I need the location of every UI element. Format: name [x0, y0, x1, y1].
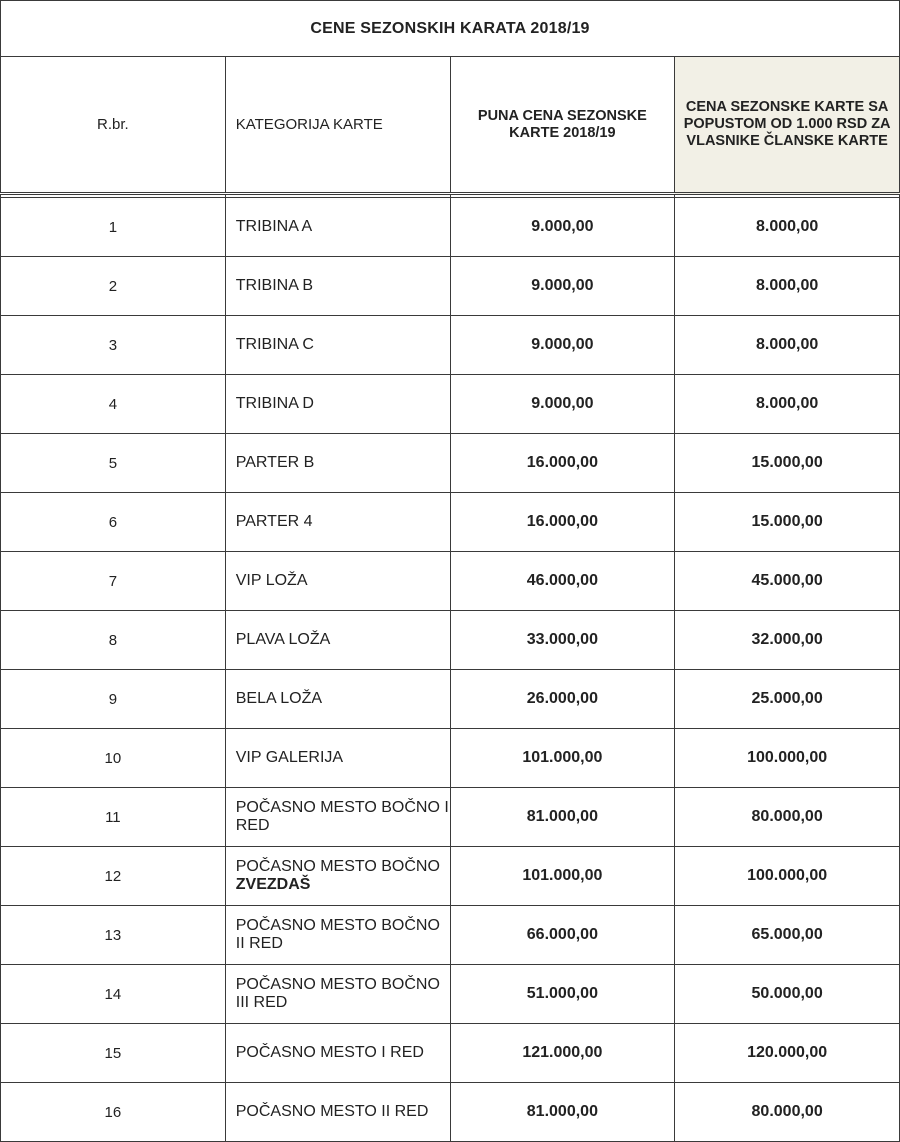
row-discount-price: 8.000,00 [675, 198, 900, 257]
row-full-price: 16.000,00 [450, 493, 675, 552]
row-discount-price: 65.000,00 [675, 906, 900, 965]
row-full-price: 9.000,00 [450, 257, 675, 316]
row-category [225, 670, 450, 729]
row-discount-price: 8.000,00 [675, 316, 900, 375]
row-discount-price: 80.000,00 [675, 788, 900, 847]
row-category [225, 257, 450, 316]
row-number: 7 [1, 552, 226, 611]
category-label: TRIBINA D [235, 395, 314, 412]
table-row [1, 316, 900, 375]
row-discount-price: 25.000,00 [675, 670, 900, 729]
header-full-price: PUNA CENA SEZONSKE KARTE 2018/19 [450, 57, 675, 194]
table-row [1, 493, 900, 552]
row-full-price: 81.000,00 [450, 788, 675, 847]
table-row [1, 257, 900, 316]
row-category [225, 552, 450, 611]
row-number: 6 [1, 493, 226, 552]
row-category [225, 1083, 450, 1142]
table-row [1, 906, 900, 965]
row-number: 2 [1, 257, 226, 316]
row-category [225, 847, 450, 906]
table-row [1, 1024, 900, 1083]
row-category [225, 729, 450, 788]
row-full-price: 101.000,00 [450, 729, 675, 788]
row-category [225, 906, 450, 965]
table-row [1, 729, 900, 788]
header-discount-price: CENA SEZONSKE KARTE SA POPUSTOM OD 1.000 RSD ZA VLASNIKE ČLANSKE KARTE [675, 57, 900, 194]
category-label: POČASNO MESTO II RED [235, 1103, 429, 1120]
row-discount-price: 80.000,00 [675, 1083, 900, 1142]
category-label: POČASNO MESTO BOČNO III RED [235, 976, 440, 1011]
row-category [225, 434, 450, 493]
row-discount-price: 100.000,00 [675, 847, 900, 906]
category-label: PARTER 4 [235, 513, 313, 530]
row-number: 15 [1, 1024, 226, 1083]
row-category [225, 316, 450, 375]
row-discount-price: 8.000,00 [675, 257, 900, 316]
row-full-price: 51.000,00 [450, 965, 675, 1024]
category-label: PLAVA LOŽA [235, 631, 331, 648]
row-discount-price: 45.000,00 [675, 552, 900, 611]
row-category [225, 611, 450, 670]
table-title: CENE SEZONSKIH KARATA 2018/19 [1, 1, 900, 57]
row-full-price: 66.000,00 [450, 906, 675, 965]
row-discount-price: 100.000,00 [675, 729, 900, 788]
category-label: POČASNO MESTO I RED [235, 1044, 424, 1061]
table-row [1, 198, 900, 257]
row-full-price: 81.000,00 [450, 1083, 675, 1142]
category-label: BELA LOŽA [235, 690, 323, 707]
row-full-price: 46.000,00 [450, 552, 675, 611]
row-full-price: 101.000,00 [450, 847, 675, 906]
table-row [1, 375, 900, 434]
row-number: 10 [1, 729, 226, 788]
table-row [1, 552, 900, 611]
row-number: 4 [1, 375, 226, 434]
category-label: POČASNO MESTO BOČNO [235, 858, 440, 875]
row-category [225, 198, 450, 257]
category-bold-label: ZVEZDAŠ [235, 876, 311, 893]
category-label: POČASNO MESTO BOČNO II RED [235, 917, 440, 952]
table-row [1, 670, 900, 729]
table-row [1, 611, 900, 670]
title-row [1, 1, 900, 57]
table-row [1, 434, 900, 493]
category-label: VIP LOŽA [235, 572, 308, 589]
row-full-price: 9.000,00 [450, 198, 675, 257]
row-number: 9 [1, 670, 226, 729]
row-number: 3 [1, 316, 226, 375]
row-category [225, 375, 450, 434]
row-discount-price: 120.000,00 [675, 1024, 900, 1083]
category-label: TRIBINA B [235, 277, 314, 294]
row-full-price: 16.000,00 [450, 434, 675, 493]
category-label: POČASNO MESTO BOČNO I RED [235, 799, 449, 834]
row-full-price: 9.000,00 [450, 316, 675, 375]
table-row [1, 1083, 900, 1142]
row-discount-price: 8.000,00 [675, 375, 900, 434]
row-number: 16 [1, 1083, 226, 1142]
category-label: TRIBINA C [235, 336, 314, 353]
row-category [225, 965, 450, 1024]
row-full-price: 26.000,00 [450, 670, 675, 729]
row-full-price: 9.000,00 [450, 375, 675, 434]
row-discount-price: 50.000,00 [675, 965, 900, 1024]
row-number: 12 [1, 847, 226, 906]
row-number: 5 [1, 434, 226, 493]
row-discount-price: 15.000,00 [675, 434, 900, 493]
row-category [225, 493, 450, 552]
header-row [1, 57, 900, 194]
row-number: 8 [1, 611, 226, 670]
row-category [225, 788, 450, 847]
row-full-price: 33.000,00 [450, 611, 675, 670]
row-discount-price: 15.000,00 [675, 493, 900, 552]
header-number: R.br. [1, 57, 226, 194]
table-row [1, 788, 900, 847]
row-number: 14 [1, 965, 226, 1024]
header-category: KATEGORIJA KARTE [225, 57, 450, 194]
row-number: 1 [1, 198, 226, 257]
category-label: TRIBINA A [235, 218, 313, 235]
row-number: 11 [1, 788, 226, 847]
row-category [225, 1024, 450, 1083]
table-row [1, 847, 900, 906]
row-number: 13 [1, 906, 226, 965]
row-discount-price: 32.000,00 [675, 611, 900, 670]
category-label: VIP GALERIJA [235, 749, 344, 766]
table-row [1, 965, 900, 1024]
category-label: PARTER B [235, 454, 315, 471]
row-full-price: 121.000,00 [450, 1024, 675, 1083]
